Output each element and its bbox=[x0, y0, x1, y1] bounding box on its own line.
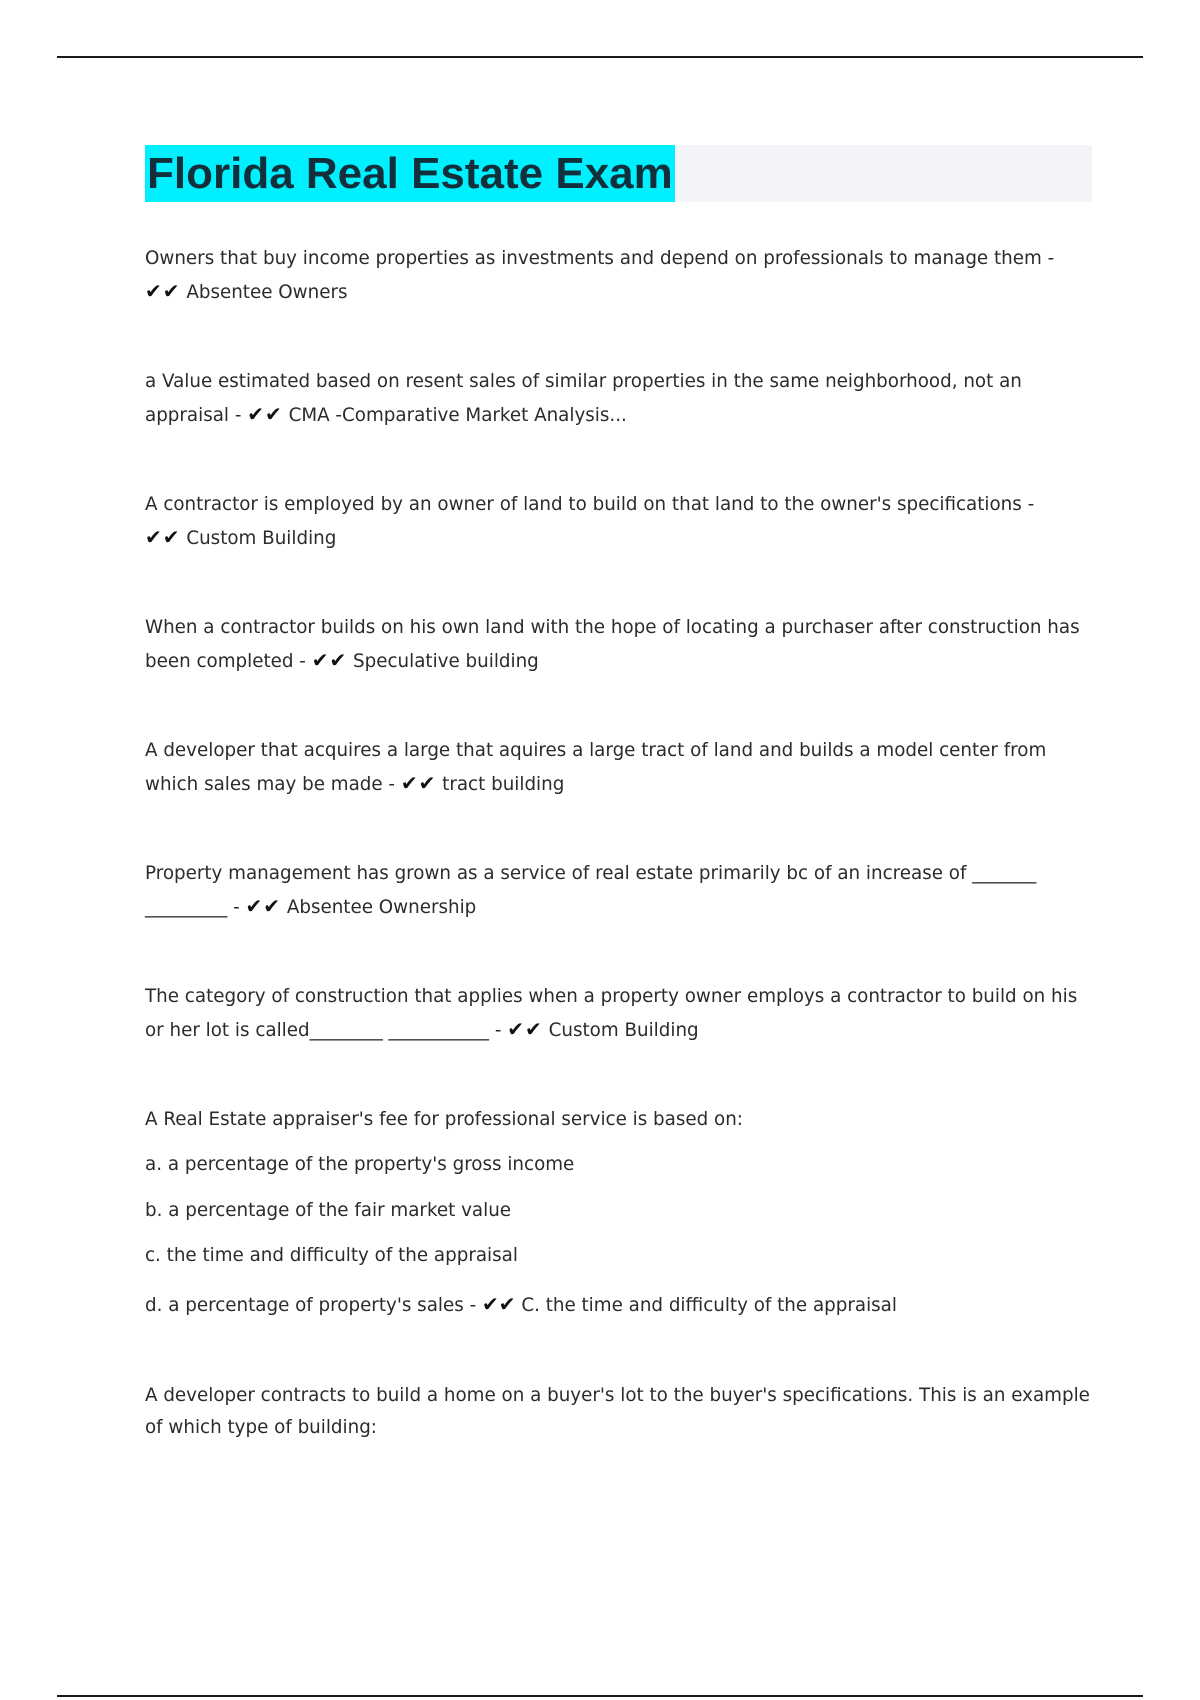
document-title: Florida Real Estate Exam bbox=[145, 145, 675, 202]
question-text: A contractor is employed by an owner of land to build on that land to the owner's specifications - bbox=[145, 494, 1035, 515]
double-check-icon: ✔✔ bbox=[507, 1017, 543, 1041]
header-rule bbox=[57, 56, 1143, 58]
option-b: b. a percentage of the fair market value bbox=[145, 1200, 512, 1221]
question-text: A Real Estate appraiser's fee for professional service is based on: bbox=[145, 1109, 743, 1130]
qa-item bbox=[145, 735, 1095, 801]
qa-item bbox=[145, 1380, 1095, 1444]
question-text: A developer that acquires a large that aquires a large tract of land and builds a model center from which sales may be made - bbox=[145, 740, 1047, 795]
double-check-icon: ✔✔ bbox=[481, 1292, 516, 1316]
answer-text: Custom Building bbox=[186, 528, 337, 549]
qa-item bbox=[145, 981, 1095, 1047]
option-a: a. a percentage of the property's gross income bbox=[145, 1154, 575, 1175]
question-text: A developer contracts to build a home on a buyer's lot to the buyer's specifications. This is an example of which type of building: bbox=[145, 1385, 1090, 1438]
question-text: a Value estimated based on resent sales of similar properties in the same neighborhood, not an appraisal - bbox=[145, 371, 1022, 426]
answer-text: Speculative building bbox=[353, 651, 539, 672]
option-c: c. the time and difficulty of the appraisal bbox=[145, 1245, 518, 1266]
double-check-icon: ✔✔ bbox=[245, 894, 282, 918]
answer-text: Absentee Owners bbox=[186, 282, 348, 303]
answer-text: CMA -Comparative Market Analysis... bbox=[288, 405, 627, 426]
double-check-icon: ✔✔ bbox=[311, 648, 348, 672]
footer-rule bbox=[57, 1695, 1143, 1697]
double-check-icon: ✔✔ bbox=[400, 771, 437, 795]
question-text: The category of construction that applies when a property owner employs a contractor to build on his or her lot is called________ ___________ - bbox=[145, 986, 1078, 1041]
answer-text: Custom Building bbox=[548, 1020, 699, 1041]
qa-item bbox=[145, 858, 1095, 924]
option-d-with-answer bbox=[145, 1288, 897, 1322]
question-text: Property management has grown as a service of real estate primarily bc of an increase of _______ _________ - bbox=[145, 863, 1037, 918]
answer-text: Absentee Ownership bbox=[286, 897, 477, 918]
answer-text: C. the time and difficulty of the appraisal bbox=[521, 1295, 897, 1316]
answer-text: tract building bbox=[442, 774, 565, 795]
qa-item bbox=[145, 366, 1095, 432]
double-check-icon: ✔✔ bbox=[247, 402, 283, 426]
double-check-icon: ✔✔ bbox=[145, 525, 181, 549]
qa-item bbox=[145, 489, 1095, 555]
option-d: d. a percentage of property's sales - bbox=[145, 1295, 477, 1316]
qa-item bbox=[145, 612, 1095, 678]
question-text: Owners that buy income properties as investments and depend on professionals to manage them - bbox=[145, 248, 1055, 269]
question-text: When a contractor builds on his own land with the hope of locating a purchaser after construction has been completed - bbox=[145, 617, 1080, 672]
qa-item bbox=[145, 243, 1095, 309]
double-check-icon: ✔✔ bbox=[145, 279, 181, 303]
